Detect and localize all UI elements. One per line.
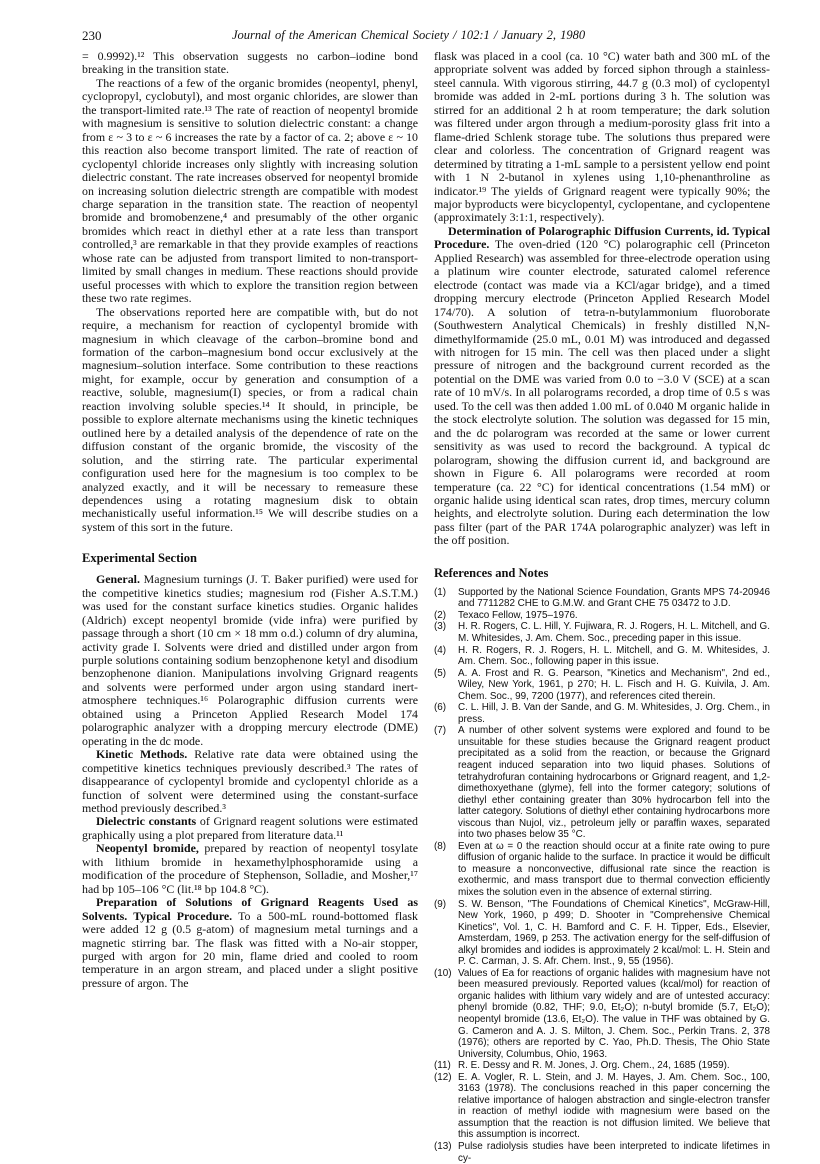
section-heading-experimental: Experimental Section <box>82 551 197 566</box>
reference-number: (1) <box>434 586 447 598</box>
reference-item <box>434 841 770 899</box>
text-general: Magnesium turnings (J. T. Baker purified) were used for the competitive kinetics studies; magnesium rod (Fisher A.S.T.M.) was used for the constant surface kinetics studies. Organic halides (Aldrich) except neopentyl bromide (vide infra) were purified by passage through a short (10 cm × 18 mm o.d.) column of dry alumina, activity grade I. Solvents were dried and distilled under argon from purple solutions containing sodium benzophenone ketyl and disodium benzophenone dianion. Manipulations involving Grignard reagents and solvents were performed under argon using standard inert-atmosphere techniques.¹⁶ Polarographic diffusion currents were obtained using a Princeton Applied Research Model 174 polarographic analyzer with a dropping mercury electrode (DME) operating in the dc mode. <box>82 572 418 748</box>
reference-item <box>434 610 770 622</box>
paragraph-preparation <box>82 896 418 990</box>
reference-text: Pulse radiolysis studies have been interpreted to indicate lifetimes in cy- <box>458 1141 770 1164</box>
reference-text: C. L. Hill, J. B. Van der Sande, and G. M. Whitesides, J. Org. Chem., in press. <box>458 702 770 725</box>
text-kinetic: Relative rate data were obtained using the competitive kinetics techniques previously described.³ The rates of disappearance of cyclopentyl bromide and cyclopentyl chloride as a function of solvent were determined using the constant-surface method previously described.³ <box>82 747 418 816</box>
reference-text: A number of other solvent systems were explored and found to be unsuitable for these studies because the Grignard reagent product precipitated as a solid from the reaction, or because the Grignard reagent induced separation into two liquid phases. Solutions of tetrahydrofuran containing hydrocarbons or Grignard reagent, and 1,2-dimethoxyethane (glyme), fell into the former category; solutions of diethyl ether containing greater than 30% hydrocarbon fell into the latter category. Solutions of diethyl ether containing hydrocarbons more viscous than Nujol, viz., petroleum jelly or paraffin waxes, separated into two phases below 35 °C. <box>458 725 770 841</box>
paragraph-continuation: = 0.9992).¹² This observation suggests no carbon–iodine bond breaking in the transition state. <box>82 49 418 77</box>
reference-number: (5) <box>434 667 447 679</box>
references-list <box>434 587 770 1164</box>
reference-text: E. A. Vogler, R. L. Stein, and J. M. Hayes, J. Am. Chem. Soc., 100, 3163 (1978). The conclusions reached in this paper concerning the relative importance of halogen abstraction and single-electron transfer in reaction of methyl iodide with magnesium were based on the assumption that the reaction is not diffusion limited. We believe that this assumption is incorrect. <box>458 1071 770 1141</box>
reference-item <box>434 1072 770 1141</box>
reference-item <box>434 587 770 610</box>
reference-number: (9) <box>434 898 447 910</box>
right-column <box>434 50 770 1164</box>
lead-kinetic: Kinetic Methods. <box>96 747 188 762</box>
reference-item <box>434 1141 770 1164</box>
lead-polarographic: Determination of Polarographic Diffusion Currents, id. Typical Procedure. <box>434 223 770 252</box>
two-column-body <box>82 50 770 1164</box>
page-number: 230 <box>82 28 102 43</box>
reference-text: R. E. Dessy and R. M. Jones, J. Org. Chem., 24, 1685 (1959). <box>458 1060 730 1072</box>
lead-neopentyl: Neopentyl bromide, <box>96 841 199 856</box>
reference-number: (11) <box>434 1060 451 1072</box>
paragraph-preparation-continued: flask was placed in a cool (ca. 10 °C) water bath and 300 mL of the appropriate solvent was added by forced siphon through a stainless-steel cannula. With vigorous stirring, 44.7 g (0.3 mol) of cyclopentyl bromide was added in 2-mL portions during 3 h. The solution was stirred for an additional 2 h at room temperature; the dark solution was filtered under argon through a medium-porosity glass frit into a flame-dried Schlenk storage tube. The solutions thus prepared were clear and colorless. The concentration of Grignard reagent was determined by titrating a 1-mL sample to a persistent yellow end point with 1 N 2-butanol in xylenes using 1,10-phenanthroline as indicator.¹⁹ The yields of Grignard reagent were typically 90%; the major byproducts were bicyclopentyl, cyclopentane, and cyclopentene (approximately 3:1:1, respectively). <box>434 49 770 225</box>
reference-number: (8) <box>434 840 447 852</box>
reference-number: (12) <box>434 1071 452 1083</box>
reference-number: (3) <box>434 621 447 633</box>
reference-item <box>434 645 770 668</box>
reference-text: S. W. Benson, "The Foundations of Chemical Kinetics", McGraw-Hill, New York, 1960, p 499; D. Shooter in "Comprehensive Chemical Kinetics", Vol. 1, C. H. Bamford and C. F. H. Tipper, Eds., Elsevier, Amsterdam, 1969, p 253. The activation energy for the self-diffusion of alkyl bromides and iodides is approximately 2 kcal/mol: L. H. Stein and P. C. Carman, J. S. Afr. Chem. Inst., 9, 55 (1956). <box>458 898 770 968</box>
reference-number: (13) <box>434 1141 452 1153</box>
text-dielectric: of Grignard reagent solutions were estimated graphically using a plot prepared from literature data.¹¹ <box>82 814 419 842</box>
paragraph-neopentyl <box>82 842 418 896</box>
reference-number: (10) <box>434 967 452 979</box>
reference-text: A. A. Frost and R. G. Pearson, "Kinetics and Mechanism", 2nd ed., Wiley, New York, 1961, p 270; H. L. Fisch and H. G. Kuivila, J. Am. Chem. Soc., 99, 7200 (1977), and references cited therein. <box>458 667 770 702</box>
left-column <box>82 50 418 1164</box>
reference-text: H. R. Rogers, C. L. Hill, Y. Fujiwara, R. J. Rogers, H. L. Mitchell, and G. M. Whitesides, J. Am. Chem. Soc., preceding paper in this issue. <box>458 621 770 644</box>
page-header <box>82 28 770 50</box>
reference-text: Texaco Fellow, 1975–1976. <box>458 609 578 621</box>
paragraph-general <box>82 573 418 748</box>
reference-number: (6) <box>434 702 447 714</box>
section-heading-references: References and Notes <box>434 565 549 580</box>
reference-item <box>434 702 770 725</box>
paragraph-mechanism: The observations reported here are compatible with, but do not require, a mechanism for reaction of cyclopentyl bromide with magnesium in which cleavage of the carbon–bromine bond and formation of the carbon–magnesium bond occur exclusively at the magnesium–solution interface. Some contribution to these reactions might, for example, occur by generation and consumption of a reactive, soluble, magnesium(I) species, or from a radical chain reaction involving soluble species.¹⁴ It should, in principle, be possible to explore alternate mechanisms using the kinetic techniques outlined here by a detailed analysis of the dependence of rate on the diffusion constant of the organic bromide, the viscosity of the solution, and the stirring rate. The particular experimental configuration used here for the magnesium is too complex to be analyzed exactly, and it will be necessary to remeasure these dependences using a rotating magnesium disk to obtain mechanistically useful information.¹⁵ We will describe studies on a system of this sort in the future. <box>82 304 418 534</box>
reference-number: (4) <box>434 644 447 656</box>
lead-general: General. <box>96 572 140 587</box>
reference-item <box>434 1060 770 1072</box>
text-preparation: To a 500-mL round-bottomed flask were added 12 g (0.5 g-atom) of magnesium metal turnings and a magnetic stirring bar. The flask was fitted with a No-air stopper, purged with argon for 20 min, flame dried and cooled to room temperature in an argon stream, and placed under a slight positive pressure of argon. The <box>82 908 418 990</box>
paragraph-reactivity: The reactions of a few of the organic bromides (neopentyl, phenyl, cyclopropyl, cyclobutyl), and most organic chlorides, are slower than the transport-limited rate.¹³ The rate of reaction of neopentyl bromide with magnesium is sensitive to solution dielectric constant: a change from ε ~ 3 to ε ~ 6 increases the rate by a factor of ca. 2; above ε ~ 10 this reaction also become transport limited. The rate of reaction of cyclopentyl chloride increases only slightly with increasing solution dielectric constant. The rate increases observed for neopentyl bromide on increasing solution dielectric strength are compatible with modest charge separation in the transition state. The reaction of neopentyl bromide and bromobenzene,⁴ and presumably of the other organic bromides which react in diethyl ether at a rate less than transport controlled,³ are remarkable in that they provide examples of reactions whose rate can be adjusted from transport limited to non-transport-limited by small changes in medium. These reactions should provide useful processes with which to explore the transition region between these two rate regimes. <box>82 75 418 306</box>
reference-text: Values of Ea for reactions of organic halides with magnesium have not been measured previously. Reported values (kcal/mol) for reaction of organic halides with lithium vary widely and are of untested accuracy: phenyl bromide (0.82, THF; 9.0, Et₂O); n-butyl bromide (5.7, Et₂O); neopentyl bromide (13.6, Et₂O). The value in THF was obtained by G. G. Cameron and A. J. S. Milton, J. Chem. Soc., Perkin Trans. 2, 378 (1976); others are reported by C. Yao, Ph.D. Thesis, The Ohio State University, Columbus, Ohio, 1963. <box>458 967 770 1060</box>
reference-number: (7) <box>434 725 447 737</box>
text-polarographic: The oven-dried (120 °C) polarographic cell (Princeton Applied Research) was assembled for three-electrode operation using a platinum wire counter electrode, saturated calomel reference electrode (contact was made via a KCl/agar bridge), and a timed dropping mercury electrode (Princeton Applied Research Model 174/70). A solution of tetra-n-butylammonium fluoroborate (Southwestern Analytical Chemicals) in freshly distilled N,N-dimethylformamide (25.0 mL, 0.01 M) was introduced and degassed with nitrogen for 15 min. The cell was then placed under a slight pressure of nitrogen and the background current recorded as the potential on the DME was varied from 0.0 to −3.0 V (SCE) at a scan rate of 10 mV/s. In all polarograms recorded, a drop time of 0.5 s was used. To the cell was then added 1.00 mL of 0.040 M organic halide in the stock electrolyte solution. The solution was degassed for 15 min, and the dc polarogram was recorded at the same or lower current sensitivity as was used to record the background. A typical dc polarogram, showing the diffusion current id, and background are shown in Figure 6. All polarograms were recorded at room temperature (ca. 22 °C) for identical concentrations (1.54 mM) or organic halide using identical scan rates, drop times, mercury column heights, and electrolyte solution. During each determination the low pass filter (part of the PAR 174A polarographic analyzer) was left in the off position. <box>434 237 770 548</box>
reference-item <box>434 899 770 968</box>
reference-text: Even at ω = 0 the reaction should occur at a finite rate owing to pure diffusion of organic halide to the surface. In practice it would be difficult to measure a nonconvective, diffusional rate since the reaction is exothermic, and mass transport due to thermal convection efficiently mixes the solution even in the absence of external stirring. <box>458 840 770 898</box>
journal-running-title: Journal of the American Chemical Society / 102:1 / January 2, 1980 <box>232 28 586 42</box>
reference-item <box>434 668 770 703</box>
text-neopentyl: prepared by reaction of neopentyl tosylate with lithium bromide in hexamethylphosphoramide using a modification of the procedure of Stephenson, Solladie, and Mosher,¹⁷ had bp 105–106 °C (lit.¹⁸ bp 104.8 °C). <box>82 841 418 896</box>
reference-text: H. R. Rogers, R. J. Rogers, H. L. Mitchell, and G. M. Whitesides, J. Am. Chem. Soc., following paper in this issue. <box>458 644 770 668</box>
paragraph-dielectric <box>82 815 418 842</box>
lead-preparation: Preparation of Solutions of Grignard Reagents Used as Solvents. Typical Procedure. <box>82 895 418 923</box>
reference-number: (2) <box>434 609 447 621</box>
reference-item <box>434 725 770 840</box>
paragraph-polarographic <box>434 225 770 548</box>
reference-item <box>434 968 770 1060</box>
paragraph-kinetic-methods <box>82 748 418 815</box>
reference-item <box>434 621 770 644</box>
reference-text: Supported by the National Science Foundation, Grants MPS 74-20946 and 7711282 CHE to G.M.W. and Grant CHE 75 03472 to J.D. <box>458 586 770 610</box>
lead-dielectric: Dielectric constants <box>96 814 197 829</box>
